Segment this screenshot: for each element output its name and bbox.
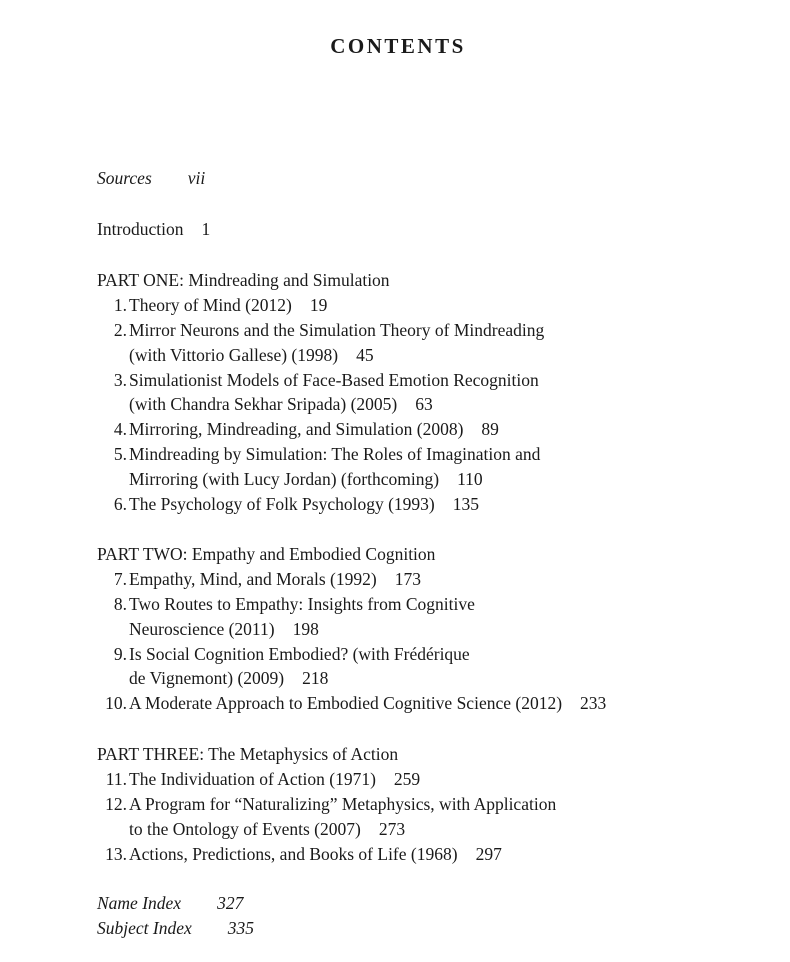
toc-entry[interactable] <box>97 492 479 517</box>
entry-page: 233 <box>580 693 607 713</box>
entry-title: Two Routes to Empathy: Insights from Cognitive <box>129 594 475 614</box>
toc-name-index[interactable] <box>97 891 243 916</box>
part-heading: PART TWO: Empathy and Embodied Cognition <box>97 544 436 564</box>
toc-entry[interactable] <box>97 417 499 442</box>
toc-entry-continuation[interactable] <box>129 617 319 642</box>
entry-title: The Psychology of Folk Psychology (1993) <box>129 494 435 514</box>
entry-title: Neuroscience (2011) <box>129 619 275 639</box>
entry-number: 3. <box>113 370 127 390</box>
toc-entry-continuation[interactable] <box>129 467 483 492</box>
entry-page: 63 <box>415 394 433 414</box>
entry-number: 1. <box>113 295 127 315</box>
toc-entry-continuation[interactable] <box>129 343 374 368</box>
toc-entry[interactable] <box>97 792 556 817</box>
entry-number: 4. <box>113 419 127 439</box>
page-title: CONTENTS <box>330 34 466 58</box>
entry-title: Theory of Mind (2012) <box>129 295 292 315</box>
toc-entry[interactable] <box>97 767 420 792</box>
entry-page: 198 <box>292 619 319 639</box>
entry-page: 327 <box>217 893 244 913</box>
entry-page: 218 <box>302 668 329 688</box>
entry-number: 5. <box>113 444 127 464</box>
toc-entry[interactable] <box>97 318 544 343</box>
entry-number: 13. <box>105 844 127 864</box>
entry-title: Mirroring, Mindreading, and Simulation (2008) <box>129 419 464 439</box>
entry-title: Mindreading by Simulation: The Roles of Imagination and <box>129 444 541 464</box>
entry-number: 11. <box>105 769 127 789</box>
entry-page: 19 <box>309 295 328 315</box>
part-heading: PART THREE: The Metaphysics of Action <box>97 744 399 764</box>
entry-number: 2. <box>113 320 127 340</box>
toc-entry-continuation[interactable] <box>129 666 328 691</box>
entry-page: 1 <box>201 219 211 239</box>
toc-entry-continuation[interactable] <box>129 817 405 842</box>
entry-page: 45 <box>356 345 374 365</box>
entry-page: 259 <box>393 769 421 789</box>
entry-title: Mirroring (with Lucy Jordan) (forthcoming) <box>129 469 440 489</box>
entry-title: Is Social Cognition Embodied? (with Frédérique <box>129 644 470 664</box>
entry-number: 9. <box>113 644 127 664</box>
entry-page: 335 <box>227 918 254 938</box>
entry-title: Mirror Neurons and the Simulation Theory of Mindreading <box>129 320 545 340</box>
toc-entry[interactable] <box>97 691 606 716</box>
entry-label: Sources <box>97 168 152 188</box>
toc-entry[interactable] <box>97 567 421 592</box>
entry-number: 10. <box>105 693 127 713</box>
entry-page: 273 <box>378 819 406 839</box>
entry-label: Name Index <box>97 893 182 913</box>
toc-entry-continuation[interactable] <box>129 392 433 417</box>
entry-page: 135 <box>452 494 480 514</box>
entry-label: Introduction <box>97 219 184 239</box>
entry-title: Actions, Predictions, and Books of Life (1968) <box>129 844 458 864</box>
entry-title: (with Vittorio Gallese) (1998) <box>129 345 339 365</box>
entry-number: 8. <box>113 594 127 614</box>
toc-entry[interactable] <box>97 293 327 318</box>
entry-title: Simulationist Models of Face-Based Emotion Recognition <box>129 370 539 390</box>
part-heading: PART ONE: Mindreading and Simulation <box>97 270 390 290</box>
entry-number: 7. <box>113 569 127 589</box>
toc-sources[interactable] <box>97 166 205 191</box>
entry-title: A Program for “Naturalizing” Metaphysics, with Application <box>129 794 557 814</box>
toc-entry[interactable] <box>97 368 539 393</box>
entry-number: 12. <box>105 794 127 814</box>
entry-title: (with Chandra Sekhar Sripada) (2005) <box>129 394 398 414</box>
entry-title: The Individuation of Action (1971) <box>129 769 376 789</box>
entry-title: to the Ontology of Events (2007) <box>129 819 361 839</box>
entry-page: vii <box>187 168 206 188</box>
toc-entry[interactable] <box>97 842 502 867</box>
entry-page: 89 <box>481 419 499 439</box>
entry-page: 110 <box>457 469 483 489</box>
toc-entry[interactable] <box>97 642 470 667</box>
toc-subject-index[interactable] <box>97 916 254 941</box>
toc-entry[interactable] <box>97 442 540 467</box>
entry-title: de Vignemont) (2009) <box>129 668 285 688</box>
entry-page: 173 <box>394 569 421 589</box>
entry-title: A Moderate Approach to Embodied Cognitive Science (2012) <box>129 693 563 713</box>
entry-label: Subject Index <box>97 918 192 938</box>
entry-page: 297 <box>475 844 502 864</box>
entry-title: Empathy, Mind, and Morals (1992) <box>129 569 377 589</box>
toc-entry[interactable] <box>97 592 475 617</box>
entry-number: 6. <box>113 494 127 514</box>
toc-introduction[interactable] <box>97 217 210 242</box>
